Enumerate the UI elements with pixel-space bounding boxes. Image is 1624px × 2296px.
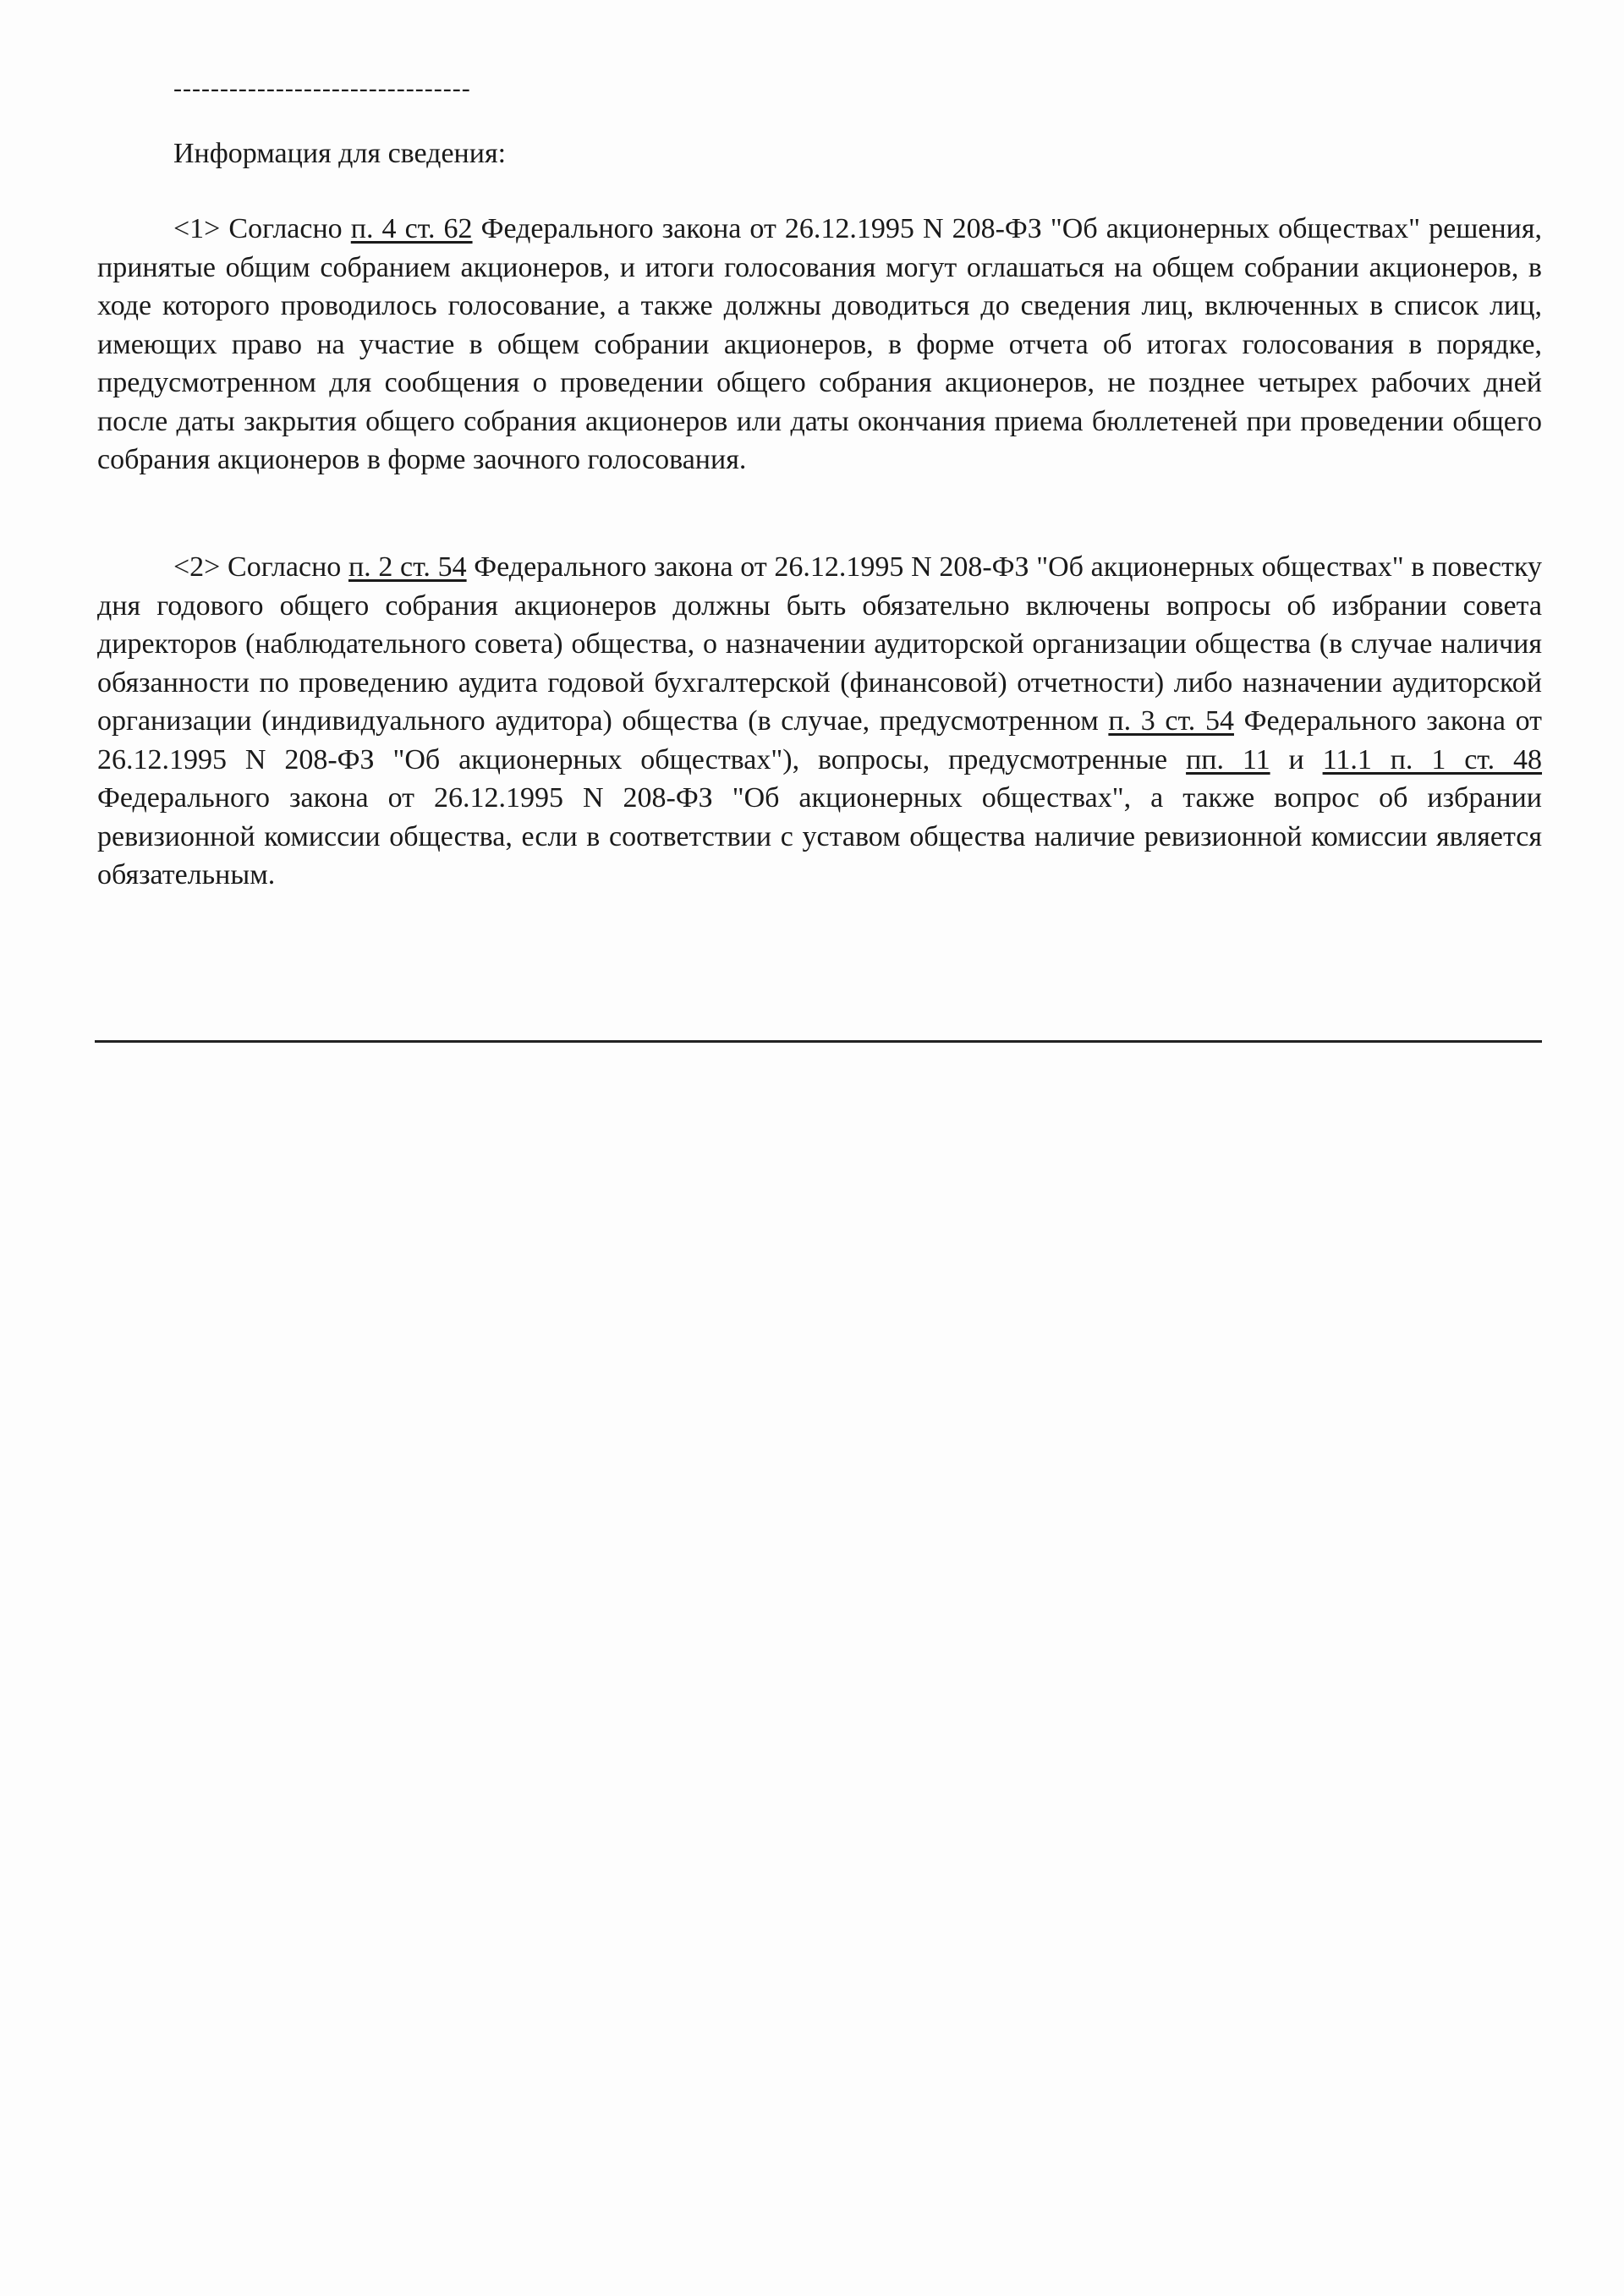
law-reference-link[interactable]: 11.1 п. 1 ст. 48	[1322, 743, 1543, 775]
law-reference-link[interactable]: пп. 11	[1186, 743, 1270, 775]
footnote-1-marker: <1>	[173, 213, 221, 244]
law-reference-link[interactable]: п. 2 ст. 54	[348, 551, 467, 583]
horizontal-rule	[95, 1040, 1542, 1043]
notes-heading: Информация для сведения:	[173, 138, 507, 169]
law-reference-link[interactable]: п. 3 ст. 54	[1108, 705, 1234, 737]
footnote-separator: --------------------------------	[173, 74, 471, 102]
footnote-2: <2> Согласно п. 2 ст. 54 Федерального закона от 26.12.1995 N 208-ФЗ "Об акционерных обществах" в повестку дня годового общего собрания акционеров должны быть обязательно включены вопросы об избрании совета директоров (наблюдательного совета) общества, о назначении аудиторской организации общества (в случае наличия обязанности по проведению аудита годовой бухгалтерской (финансовой) отчетности) либо назначении аудиторской организации (индивидуального аудитора) общества (в случае, предусмотренном п. 3 ст. 54 Федерального закона от 26.12.1995 N 208-ФЗ "Об акционерных обществах"), вопросы, предусмотренные пп. 11 и 11.1 п. 1 ст. 48 Федерального закона от 26.12.1995 N 208-ФЗ "Об акционерных обществах", а также вопрос об избрании ревизионной комиссии общества, если в соответствии с уставом общества наличие ревизионной комиссии является обязательным.	[97, 551, 1543, 890]
footnote-1: <1> Согласно п. 4 ст. 62 Федерального закона от 26.12.1995 N 208-ФЗ "Об акционерных обществах" решения, принятые общим собранием акционеров, и итоги голосования могут оглашаться на общем собрании акционеров, в ходе которого проводилось голосование, а также должны доводиться до сведения лиц, включенных в список лиц, имеющих право на участие в общем собрании акционеров, в форме отчета об итогах голосования в порядке, предусмотренном для сообщения о проведении общего собрания акционеров, не позднее четырех рабочих дней после даты закрытия общего собрания акционеров или даты окончания приема бюллетеней при проведении общего собрания акционеров в форме заочного голосования.	[97, 213, 1542, 475]
footnote-2-marker: <2>	[173, 551, 221, 583]
law-reference-link[interactable]: п. 4 ст. 62	[350, 213, 473, 244]
